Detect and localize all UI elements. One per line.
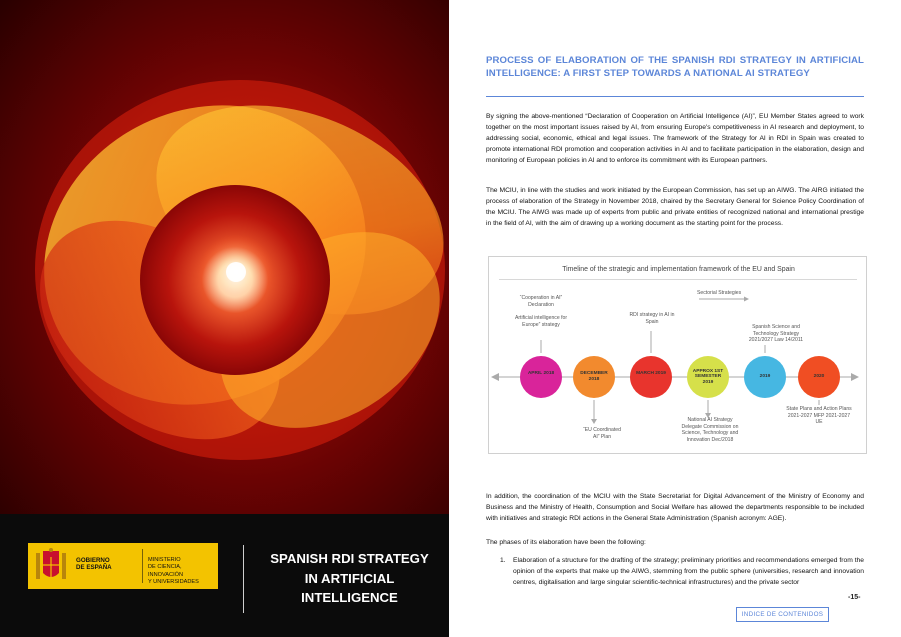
cover-abstract-art <box>0 0 449 514</box>
list-number: 1. <box>500 557 506 564</box>
ministry-line: MINISTERIO <box>148 557 181 563</box>
list-item: Elaboration of a structure for the drafting of the strategy; preliminary priorities and recommendations emerged from the opinion of the experts that make up the AIWG, stemming from the public sphere (universities, research and innovation centres, digitalisation and large singular scientific-technical infrastructures) and the private sector <box>513 557 864 587</box>
government-logo <box>28 543 218 589</box>
cover-title-line: IN ARTIFICIAL <box>304 570 395 586</box>
gov-line: GOBIERNO <box>76 557 110 564</box>
label-cooperation-declaration: “Cooperation in AI” Declaration <box>519 295 563 308</box>
milestone-label: 2020 <box>813 374 825 380</box>
logo-divider <box>142 549 143 583</box>
sectorial-arrow-head <box>744 297 749 302</box>
cover-panel <box>0 0 449 637</box>
label-state-plans: State Plans and Action Plans 2021-2027 MFP 2021-2027 UE <box>786 406 852 426</box>
label-rdi-strategy: RDI strategy in AI in Spain <box>629 312 675 325</box>
milestone-label: APRIL 2018 <box>527 371 555 377</box>
label-ai-europe: Artificial intelligence for Europe” strategy <box>514 315 568 328</box>
gov-line: DE ESPAÑA <box>76 564 112 572</box>
connector-ec-plan-head <box>591 419 597 424</box>
milestone-label: APPROX 1ST SEMESTER 2019 <box>692 368 724 385</box>
ministry-line: DE CIENCIA, INNOVACIÓN <box>148 564 184 578</box>
milestone-label: MARCH 2019 <box>636 371 666 377</box>
paragraph-phases: The phases of its elaboration have been the following: <box>486 539 646 546</box>
ministry-name <box>148 557 218 587</box>
gov-name <box>76 557 112 572</box>
milestone-circle <box>630 356 672 398</box>
table-of-contents-button[interactable]: INDICE DE CONTENIDOS <box>736 607 829 622</box>
section-heading: PROCESS OF ELABORATION OF THE SPANISH RDI STRATEGY IN ARTIFICIAL INTELLIGENCE: A FIRST STEP TOWARDS A NATIONAL AI STRATEGY <box>486 55 864 79</box>
label-national-strategy: National AI Strategy Delegate Commission on Science, Technology and Innovation Dec/2018 <box>681 417 739 443</box>
cover-title <box>262 549 437 608</box>
timeline-figure <box>488 256 867 454</box>
coat-of-arms-icon <box>33 547 69 585</box>
timeline-arrow-right <box>851 373 859 381</box>
sectorial-label: Sectorial Strategies <box>697 290 742 296</box>
label-coordinated-plan: “EU Coordinated AI” Plan <box>583 427 621 440</box>
milestone-label: DECEMBER 2018 <box>580 371 608 382</box>
cover-title-line: INTELLIGENCE <box>301 590 398 605</box>
milestone-circle <box>520 356 562 398</box>
label-spanish-science: Spanish Science and Technology Strategy 2021/2027 Law 14/2011 <box>748 324 804 344</box>
page-number: -15- <box>848 594 861 601</box>
cover-divider <box>243 545 244 613</box>
timeline-arrow-left <box>491 373 499 381</box>
ministry-line: Y UNIVERSIDADES <box>148 579 199 586</box>
paragraph-aiwg: The MCIU, in line with the studies and work initiated by the European Commission, has set up an AIWG. The AIRG initiated the process of elaboration of the Strategy in November 2018, chaired by the Secretary General for Science Policy Coordination of the MCIU. The AIWG was made up of experts from public and private entities of recognized national and international prestige in the field of AI, with the aim of drawing up a working document as the starting point for the process. <box>486 187 864 228</box>
timeline-title: Timeline of the strategic and implementation framework of the EU and Spain <box>562 266 795 273</box>
milestone-label: 2019 <box>759 374 771 380</box>
cover-title-line: SPANISH RDI STRATEGY <box>270 551 429 566</box>
paragraph-coordination: In addition, the coordination of the MCIU with the State Secretariat for Digital Advancement of the Ministry of Economy and Business and the Ministry of Health, Consumption and Social Welfare has allowed the departments responsible to be included with initiatives and strategic RDI actions in the General State Administration (Spanish acronym: AGE). <box>486 493 864 523</box>
heading-underline <box>486 96 864 97</box>
paragraph-declaration: By signing the above-mentioned “Declaration of Cooperation on Artificial Intelligence (AI)”, EU Member States agreed to work together on the most important issues raised by AI, from ensuring Europe's competitiveness in AI research and deployment, to addressing social, economic, ethical and legal issues. The framework of the Strategy for AI in RDI in Spain was created to promote international RDI promotion and cooperation activities in AI and to facilitate participation in the elaboration, design and monitoring of European policies in AI and to enforce its commitment with its European partners. <box>486 113 864 165</box>
